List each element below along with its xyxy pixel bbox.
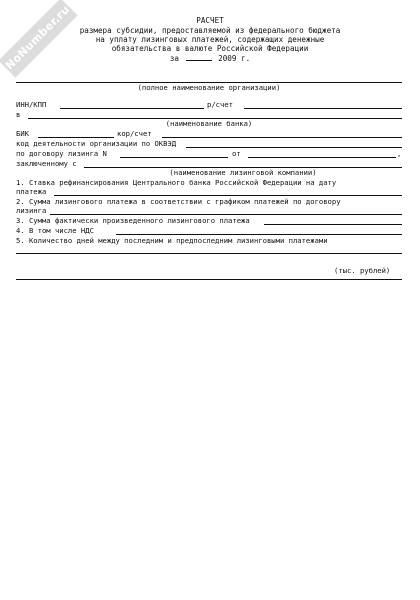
- contract-date-field[interactable]: [248, 157, 396, 158]
- corr-account-label: кор/счет: [117, 129, 152, 138]
- bank-in-label: в: [16, 110, 21, 119]
- period-year: 2009 г.: [218, 54, 251, 63]
- account-label: р/счет: [207, 100, 233, 109]
- item-2-field[interactable]: [50, 214, 402, 215]
- item-4-label: 4. В том числе НДС: [16, 226, 94, 235]
- contract-date-label: от: [232, 149, 241, 158]
- account-field[interactable]: [244, 108, 402, 109]
- inn-field[interactable]: [60, 108, 204, 109]
- item-1-line-2: платежа: [16, 187, 47, 196]
- okved-label: код деятельности организации по ОКВЭД: [16, 139, 177, 148]
- contract-comma: ,: [397, 149, 402, 158]
- lessor-name-caption: (наименование лизинговой компании): [169, 168, 317, 177]
- period-prefix: за: [169, 54, 179, 63]
- item-3-field[interactable]: [264, 224, 402, 225]
- item-2-line-1: 2. Сумма лизингового платежа в соответствии с графиком платежей по договору: [16, 197, 341, 206]
- org-name-caption: (полное наименование организации): [137, 83, 281, 92]
- subtitle-line-2: на уплату лизинговых платежей, содержащих денежные: [95, 35, 325, 44]
- bik-field[interactable]: [38, 137, 114, 138]
- watermark-logo: NoNumber.ru: [0, 0, 78, 78]
- item-5-label: 5. Количество дней между последним и предпоследним лизинговыми платежами: [16, 236, 328, 245]
- item-4-field[interactable]: [116, 234, 402, 235]
- contract-number-label: по договору лизинга N: [16, 149, 107, 158]
- item-1-field[interactable]: [54, 195, 402, 196]
- units-note: (тыс. рублей): [334, 266, 391, 275]
- item-5-field[interactable]: [16, 253, 402, 254]
- corr-account-field[interactable]: [162, 137, 402, 138]
- item-2-line-2: лизинга: [16, 206, 47, 215]
- concluded-with-label: заключенному с: [16, 159, 77, 168]
- period-blank[interactable]: [186, 53, 212, 61]
- contract-number-field[interactable]: [120, 157, 228, 158]
- period-line: [0, 53, 420, 64]
- document-title: РАСЧЕТ: [196, 16, 224, 25]
- item-3-label: 3. Сумма фактически произведенного лизингового платежа: [16, 216, 250, 225]
- bik-label: БИК: [16, 129, 29, 138]
- bank-name-caption: (наименование банка): [165, 119, 253, 128]
- subtitle-line-3: обязательства в валюте Российской Федерации: [111, 44, 309, 53]
- okved-field[interactable]: [186, 147, 402, 148]
- bottom-rule: [16, 279, 402, 280]
- inn-label: ИНН/КПП: [16, 100, 47, 109]
- item-1-line-1: 1. Ставка рефинансирования Центрального банка Российской Федерации на дату: [16, 178, 337, 187]
- subtitle-line-1: размера субсидии, предоставляемой из федерального бюджета: [79, 26, 341, 35]
